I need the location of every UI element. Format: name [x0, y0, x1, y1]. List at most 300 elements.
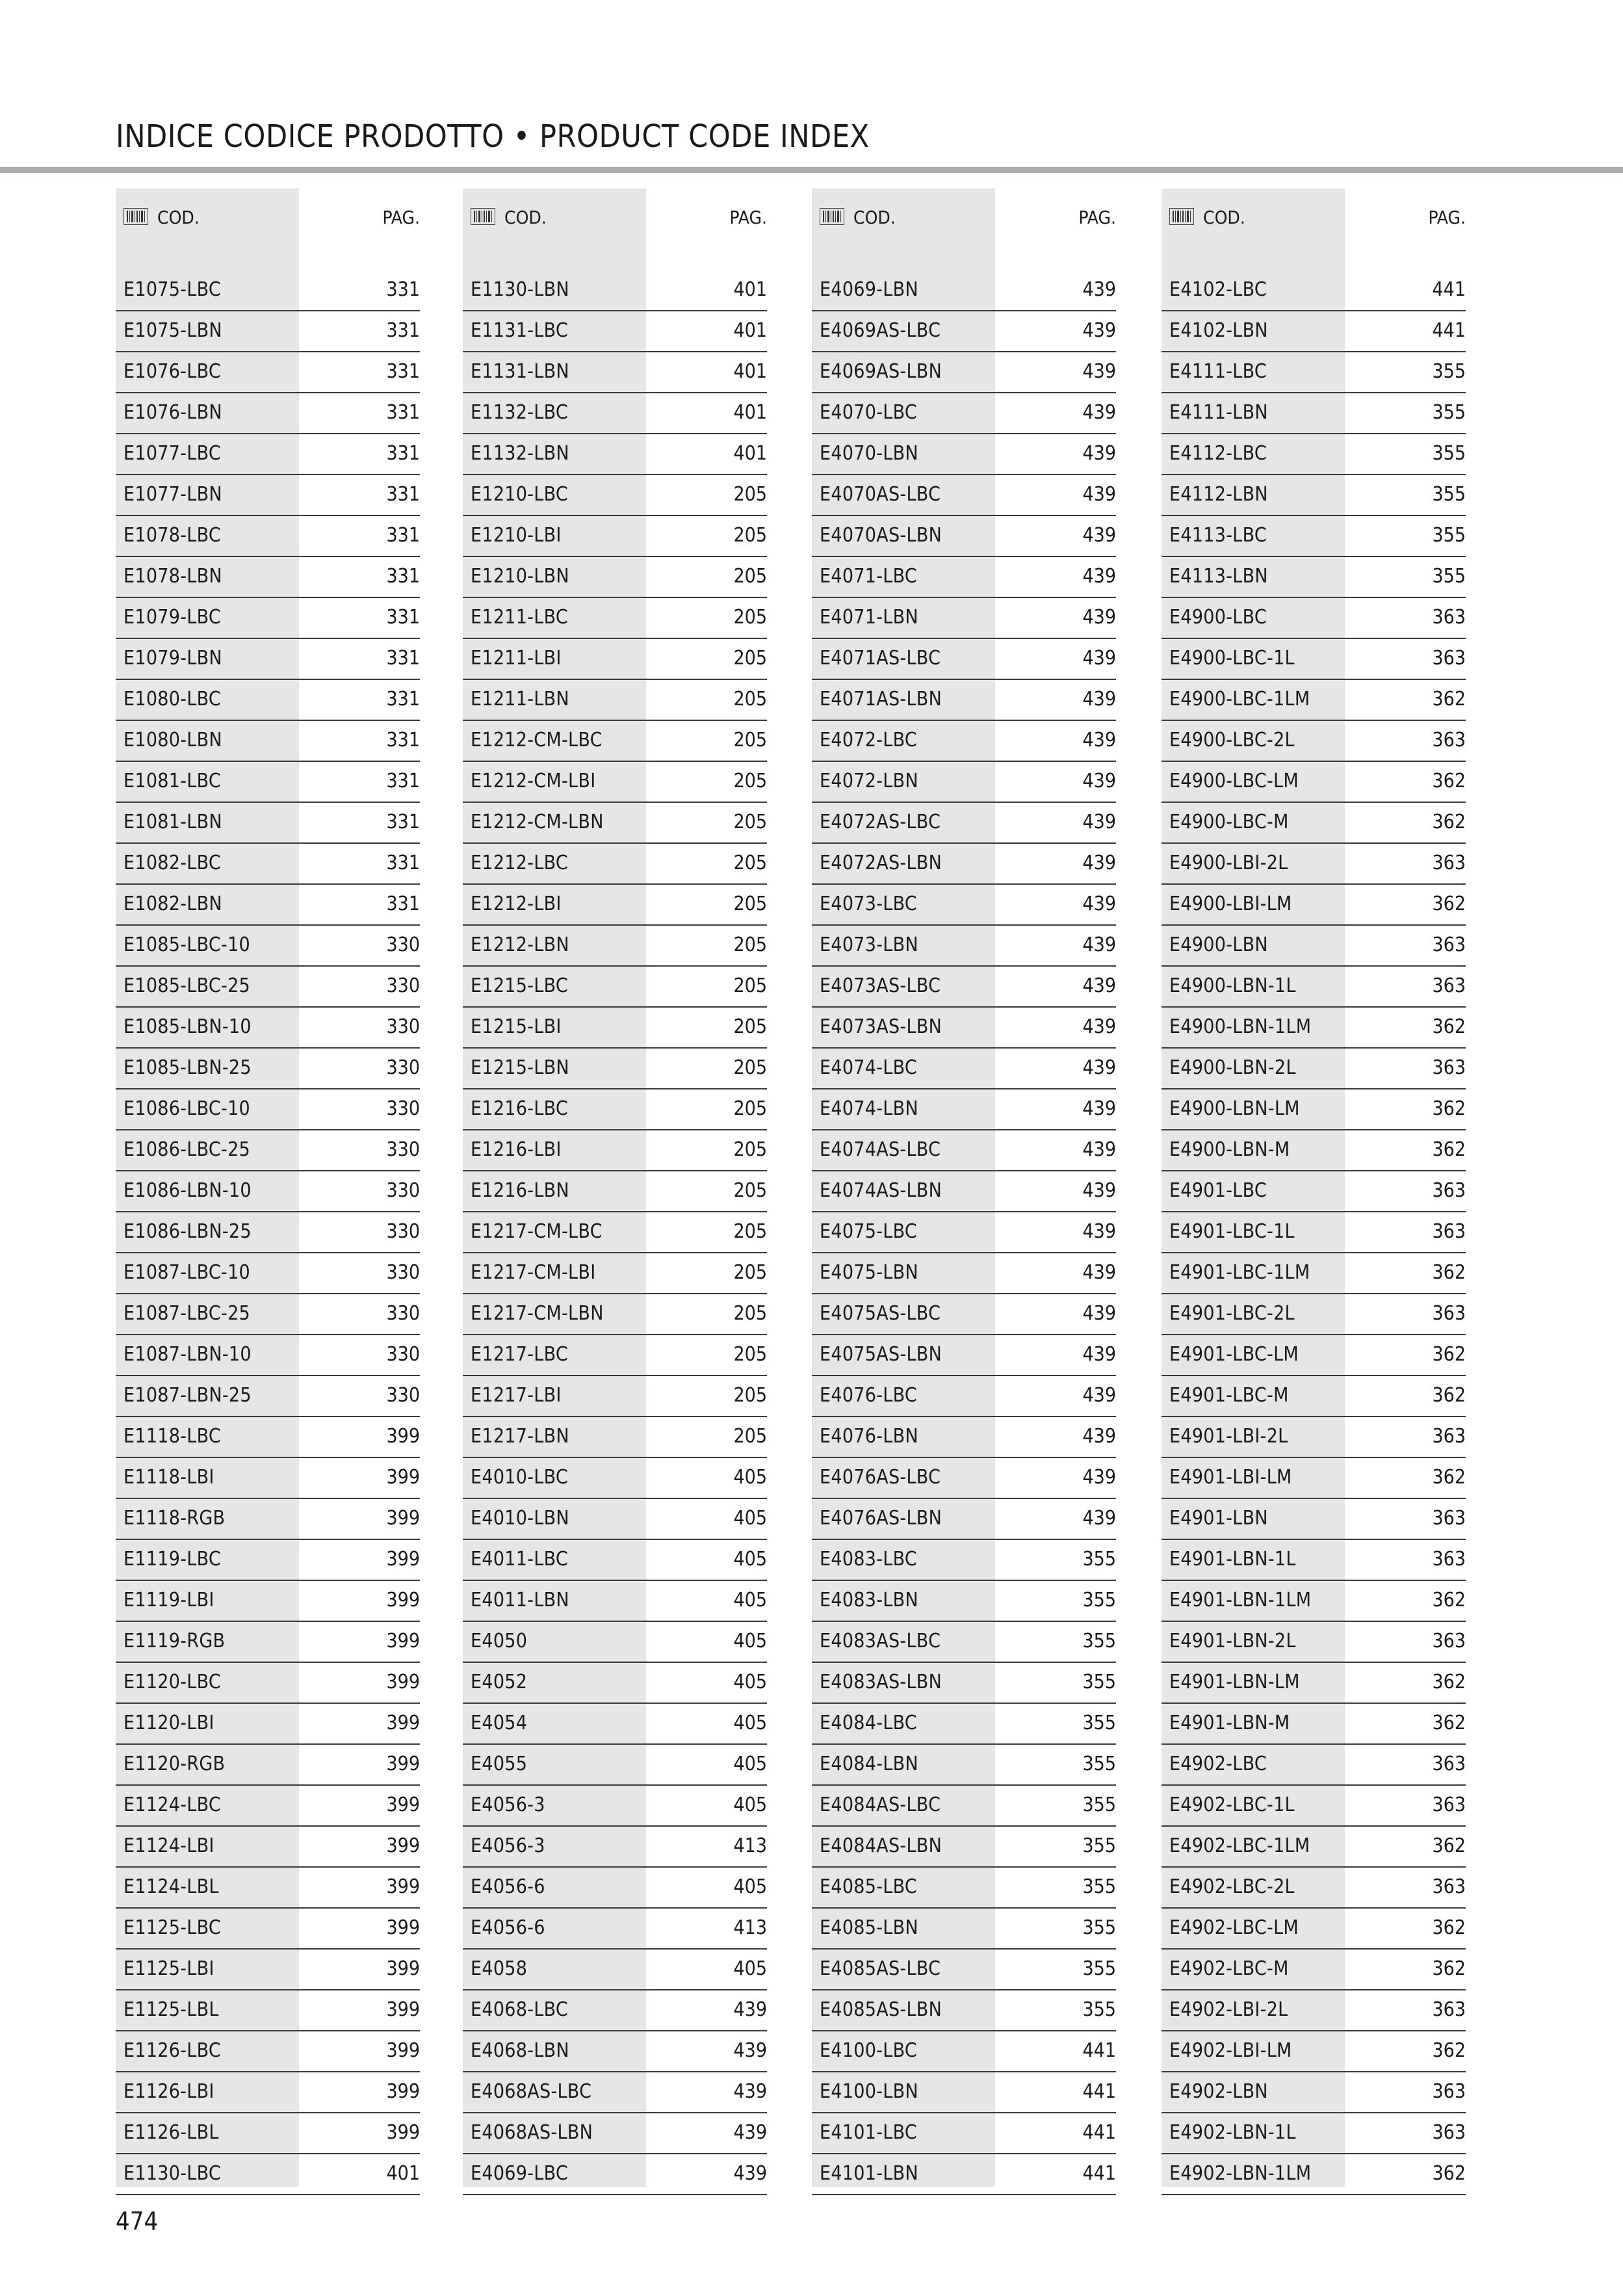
product-code: E1217-LBN: [471, 1425, 569, 1448]
product-code: E4902-LBC-1LM: [1169, 1834, 1310, 1857]
page-ref: 355: [1082, 1834, 1116, 1857]
table-row: [812, 1786, 1116, 1827]
product-code: E4901-LBC: [1169, 1179, 1267, 1202]
page-ref: 401: [733, 360, 767, 383]
table-row: [463, 1827, 767, 1868]
page-ref: 330: [386, 1384, 420, 1407]
table-row: [1162, 1335, 1466, 1376]
page-ref: 439: [1082, 770, 1116, 792]
product-code: E4071AS-LBC: [820, 647, 941, 670]
product-code: E1215-LBC: [471, 974, 569, 997]
product-code: E4054: [471, 1712, 528, 1734]
table-row: [463, 1950, 767, 1990]
page-ref: 439: [733, 2121, 767, 2144]
table-row: [1162, 926, 1466, 967]
product-code: E4070-LBC: [820, 401, 918, 424]
table-row: [812, 1745, 1116, 1786]
table-row: [812, 1376, 1116, 1417]
page-ref: 401: [733, 401, 767, 424]
index-rows: [812, 270, 1116, 2195]
product-code: E4070AS-LBN: [820, 524, 942, 547]
page-ref: 330: [386, 1015, 420, 1038]
page-ref: 439: [733, 1998, 767, 2021]
product-code: E4902-LBC-LM: [1169, 1916, 1299, 1939]
page-ref: 362: [1432, 1712, 1466, 1734]
product-code: E4070-LBN: [820, 442, 918, 465]
table-row: [116, 885, 420, 926]
page-title: INDICE CODICE PRODOTTO • PRODUCT CODE INDEX: [116, 118, 870, 155]
table-row: [116, 1253, 420, 1294]
page-ref: 205: [733, 606, 767, 629]
page-ref: 439: [1082, 1343, 1116, 1366]
page-ref: 331: [386, 565, 420, 588]
product-code: E4070AS-LBC: [820, 483, 941, 506]
page-number: 474: [116, 2207, 159, 2236]
page-ref: 363: [1432, 1875, 1466, 1898]
product-code: E1217-CM-LBI: [471, 1261, 596, 1284]
table-row: [812, 1950, 1116, 1990]
product-code: E1078-LBN: [123, 565, 222, 588]
page-ref: 439: [1082, 1507, 1116, 1530]
table-row: [1162, 967, 1466, 1008]
page-ref: 205: [733, 974, 767, 997]
page-ref: 441: [1432, 278, 1466, 301]
product-code: E4085-LBC: [820, 1875, 918, 1898]
page-ref: 363: [1432, 1056, 1466, 1079]
table-row: [812, 2031, 1116, 2072]
product-code: E4069AS-LBC: [820, 319, 941, 342]
page-ref: 399: [386, 1916, 420, 1939]
pag-header-label: PAG.: [1078, 207, 1116, 228]
barcode-icon: [820, 208, 844, 225]
barcode-icon: [123, 208, 148, 225]
product-code: E4056-3: [471, 1794, 545, 1816]
table-row: [812, 1212, 1116, 1253]
page-ref: 331: [386, 442, 420, 465]
page-ref: 330: [386, 933, 420, 956]
product-code: E1132-LBC: [471, 401, 569, 424]
table-row: [812, 1008, 1116, 1049]
product-code: E1124-LBC: [123, 1794, 222, 1816]
page-ref: 362: [1432, 2039, 1466, 2062]
product-code: E4902-LBN-1L: [1169, 2121, 1296, 2144]
product-code: E4900-LBC-2L: [1169, 729, 1295, 751]
page-ref: 439: [1082, 442, 1116, 465]
table-row: [1162, 639, 1466, 680]
table-row: [1162, 2113, 1466, 2154]
page-ref: 363: [1432, 729, 1466, 751]
table-row: [1162, 2031, 1466, 2072]
pag-header-label: PAG.: [382, 207, 420, 228]
product-code: E1217-LBC: [471, 1343, 569, 1366]
table-row: [1162, 311, 1466, 352]
page-ref: 362: [1432, 811, 1466, 833]
page-ref: 363: [1432, 1630, 1466, 1652]
table-row: [812, 352, 1116, 393]
table-row: [463, 311, 767, 352]
product-code: E4900-LBC-M: [1169, 811, 1289, 833]
product-code: E1087-LBC-10: [123, 1261, 251, 1284]
page-ref: 330: [386, 974, 420, 997]
product-code: E4900-LBN-1LM: [1169, 1015, 1312, 1038]
page-ref: 439: [1082, 1425, 1116, 1448]
page-ref: 362: [1432, 688, 1466, 711]
product-code: E4052: [471, 1671, 528, 1693]
page-ref: 439: [1082, 360, 1116, 383]
table-row: [116, 1909, 420, 1950]
product-code: E1118-LBI: [123, 1466, 214, 1489]
product-code: E1210-LBN: [471, 565, 569, 588]
table-row: [463, 1294, 767, 1335]
page-ref: 330: [386, 1097, 420, 1120]
table-row: [1162, 1868, 1466, 1909]
product-code: E1079-LBC: [123, 606, 222, 629]
table-row: [1162, 2072, 1466, 2113]
table-row: [463, 680, 767, 721]
page-ref: 331: [386, 770, 420, 792]
product-code: E1075-LBN: [123, 319, 222, 342]
product-code: E4111-LBC: [1169, 360, 1267, 383]
product-code: E4075AS-LBC: [820, 1302, 941, 1325]
product-code: E4900-LBI-LM: [1169, 893, 1292, 915]
page-ref: 205: [733, 1138, 767, 1161]
page-ref: 363: [1432, 974, 1466, 997]
table-row: [463, 1581, 767, 1622]
product-code: E1210-LBC: [471, 483, 569, 506]
table-row: [463, 1376, 767, 1417]
page-ref: 439: [1082, 1015, 1116, 1038]
table-row: [1162, 1049, 1466, 1089]
page-ref: 399: [386, 1671, 420, 1693]
page-ref: 401: [386, 2162, 420, 2185]
table-row: [463, 1253, 767, 1294]
product-code: E1212-CM-LBC: [471, 729, 603, 751]
table-row: [1162, 1212, 1466, 1253]
table-row: [116, 1335, 420, 1376]
product-code: E1082-LBC: [123, 852, 222, 874]
page-ref: 401: [733, 278, 767, 301]
table-row: [116, 1663, 420, 1704]
page-ref: 405: [733, 1630, 767, 1652]
product-code: E4900-LBN-M: [1169, 1138, 1290, 1161]
column-header: [463, 189, 767, 247]
table-row: [812, 1049, 1116, 1089]
table-row: [463, 1049, 767, 1089]
product-code: E4069-LBC: [471, 2162, 569, 2185]
product-code: E4068-LBC: [471, 1998, 569, 2021]
table-row: [812, 803, 1116, 844]
product-code: E1217-CM-LBC: [471, 1220, 603, 1243]
product-code: E4073-LBN: [820, 933, 918, 956]
table-row: [116, 1704, 420, 1745]
page-ref: 399: [386, 1425, 420, 1448]
product-code: E4085-LBN: [820, 1916, 918, 1939]
index-column-3: [812, 189, 1116, 2187]
table-row: [116, 680, 420, 721]
product-code: E4902-LBI-LM: [1169, 2039, 1292, 2062]
product-code: E1119-RGB: [123, 1630, 226, 1652]
product-code: E4075-LBC: [820, 1220, 918, 1243]
table-row: [812, 762, 1116, 803]
table-row: [463, 1704, 767, 1745]
product-code: E4101-LBN: [820, 2162, 918, 2185]
product-code: E4902-LBC-2L: [1169, 1875, 1295, 1898]
page-ref: 362: [1432, 1384, 1466, 1407]
product-code: E4085AS-LBC: [820, 1957, 941, 1980]
index-rows: [463, 270, 767, 2195]
table-row: [1162, 1417, 1466, 1458]
page-ref: 399: [386, 1630, 420, 1652]
product-code: E4074-LBN: [820, 1097, 918, 1120]
product-code: E4056-6: [471, 1875, 545, 1898]
table-row: [1162, 1622, 1466, 1663]
page-ref: 355: [1432, 483, 1466, 506]
product-code: E1212-LBC: [471, 852, 569, 874]
table-row: [1162, 393, 1466, 434]
table-row: [1162, 1458, 1466, 1499]
table-row: [812, 639, 1116, 680]
page-ref: 362: [1432, 2162, 1466, 2185]
product-code: E4076AS-LBN: [820, 1507, 942, 1530]
table-row: [463, 967, 767, 1008]
product-code: E4071-LBC: [820, 565, 918, 588]
page-ref: 441: [1082, 2162, 1116, 2185]
product-code: E4901-LBC-2L: [1169, 1302, 1295, 1325]
product-code: E1085-LBC-10: [123, 933, 251, 956]
page-ref: 363: [1432, 1794, 1466, 1816]
product-code: E4074AS-LBN: [820, 1179, 942, 1202]
product-code: E4901-LBN-M: [1169, 1712, 1290, 1734]
table-row: [116, 1458, 420, 1499]
page-ref: 439: [1082, 1466, 1116, 1489]
product-code: E4083AS-LBN: [820, 1671, 942, 1693]
table-row: [116, 557, 420, 598]
page-ref: 363: [1432, 1548, 1466, 1571]
product-code: E1211-LBI: [471, 647, 562, 670]
product-code: E4074AS-LBC: [820, 1138, 941, 1161]
product-code: E1085-LBN-25: [123, 1056, 252, 1079]
page-ref: 362: [1432, 1957, 1466, 1980]
page-ref: 355: [1082, 1548, 1116, 1571]
page-ref: 362: [1432, 1015, 1466, 1038]
product-code: E4900-LBC: [1169, 606, 1267, 629]
page-ref: 330: [386, 1056, 420, 1079]
table-row: [116, 721, 420, 762]
page-ref: 439: [1082, 1056, 1116, 1079]
product-code: E1131-LBN: [471, 360, 569, 383]
page-ref: 439: [1082, 852, 1116, 874]
product-code: E1125-LBI: [123, 1957, 214, 1980]
index-column-2: [463, 189, 767, 2187]
product-code: E1217-LBI: [471, 1384, 562, 1407]
product-code: E4901-LBC-1L: [1169, 1220, 1295, 1243]
page-ref: 205: [733, 1425, 767, 1448]
table-row: [463, 1130, 767, 1171]
page-ref: 331: [386, 319, 420, 342]
table-row: [812, 1622, 1116, 1663]
table-row: [1162, 1130, 1466, 1171]
page-ref: 363: [1432, 1425, 1466, 1448]
page-ref: 355: [1432, 401, 1466, 424]
table-row: [116, 1171, 420, 1212]
page-ref: 405: [733, 1794, 767, 1816]
product-code: E4072-LBC: [820, 729, 918, 751]
table-row: [116, 844, 420, 885]
table-row: [463, 352, 767, 393]
page-ref: 355: [1432, 360, 1466, 383]
column-header: [1162, 189, 1466, 247]
product-code: E1126-LBI: [123, 2080, 214, 2103]
page-ref: 355: [1432, 565, 1466, 588]
product-code: E4900-LBC-1L: [1169, 647, 1295, 670]
table-row: [463, 1663, 767, 1704]
product-code: E4010-LBC: [471, 1466, 569, 1489]
page-ref: 363: [1432, 2080, 1466, 2103]
product-code: E1077-LBC: [123, 442, 222, 465]
product-code: E1120-LBC: [123, 1671, 222, 1693]
table-row: [1162, 475, 1466, 516]
table-row: [116, 270, 420, 311]
table-row: [463, 1212, 767, 1253]
table-row: [1162, 1008, 1466, 1049]
page-ref: 330: [386, 1261, 420, 1284]
table-row: [1162, 598, 1466, 639]
table-row: [463, 1786, 767, 1827]
table-row: [116, 2154, 420, 2195]
product-code: E1086-LBN-10: [123, 1179, 252, 1202]
table-row: [812, 2072, 1116, 2113]
product-code: E1124-LBI: [123, 1834, 214, 1857]
page-ref: 355: [1082, 1916, 1116, 1939]
page-ref: 441: [1082, 2039, 1116, 2062]
table-row: [812, 1089, 1116, 1130]
table-row: [463, 885, 767, 926]
product-code: E4901-LBN-2L: [1169, 1630, 1296, 1652]
table-row: [463, 1745, 767, 1786]
product-code: E4076-LBN: [820, 1425, 918, 1448]
product-code: E1125-LBC: [123, 1916, 222, 1939]
product-code: E1087-LBN-25: [123, 1384, 252, 1407]
table-row: [1162, 1704, 1466, 1745]
page-ref: 439: [1082, 483, 1116, 506]
product-code: E4902-LBC: [1169, 1753, 1267, 1775]
table-row: [116, 1990, 420, 2031]
table-row: [812, 475, 1116, 516]
product-code: E4900-LBC-1LM: [1169, 688, 1310, 711]
table-row: [463, 598, 767, 639]
product-code: E1216-LBC: [471, 1097, 569, 1120]
table-row: [116, 1581, 420, 1622]
table-row: [463, 926, 767, 967]
page-ref: 362: [1432, 1343, 1466, 1366]
table-row: [1162, 1171, 1466, 1212]
table-row: [1162, 1950, 1466, 1990]
product-code: E4902-LBN: [1169, 2080, 1268, 2103]
product-code: E1086-LBC-10: [123, 1097, 251, 1120]
page-ref: 331: [386, 483, 420, 506]
page-ref: 399: [386, 1998, 420, 2021]
table-row: [812, 1990, 1116, 2031]
table-row: [116, 516, 420, 557]
page-ref: 439: [1082, 1138, 1116, 1161]
table-row: [463, 721, 767, 762]
page-ref: 363: [1432, 933, 1466, 956]
product-code: E4102-LBC: [1169, 278, 1267, 301]
table-row: [812, 557, 1116, 598]
page-ref: 205: [733, 770, 767, 792]
table-row: [463, 1089, 767, 1130]
table-row: [116, 1786, 420, 1827]
page-ref: 399: [386, 1589, 420, 1611]
product-code: E4058: [471, 1957, 528, 1980]
page-ref: 205: [733, 1261, 767, 1284]
pag-header-label: PAG.: [1428, 207, 1466, 228]
page-ref: 399: [386, 1548, 420, 1571]
product-code: E4084AS-LBN: [820, 1834, 942, 1857]
page-ref: 362: [1432, 1097, 1466, 1120]
table-row: [1162, 557, 1466, 598]
product-code: E4084AS-LBC: [820, 1794, 941, 1816]
table-row: [463, 434, 767, 475]
page-ref: 405: [733, 1875, 767, 1898]
page-ref: 439: [1082, 1384, 1116, 1407]
table-row: [116, 1008, 420, 1049]
page-ref: 205: [733, 1302, 767, 1325]
page-ref: 205: [733, 1097, 767, 1120]
cod-header-label: COD.: [157, 207, 200, 228]
table-row: [116, 2031, 420, 2072]
table-row: [463, 1990, 767, 2031]
column-header: [812, 189, 1116, 247]
table-row: [812, 885, 1116, 926]
table-row: [116, 803, 420, 844]
page-ref: 439: [733, 2039, 767, 2062]
product-code: E4901-LBN-1L: [1169, 1548, 1296, 1571]
page-ref: 363: [1432, 1998, 1466, 2021]
table-row: [463, 393, 767, 434]
product-code: E4075-LBN: [820, 1261, 918, 1284]
page-ref: 355: [1082, 1712, 1116, 1734]
table-row: [463, 1909, 767, 1950]
table-row: [463, 1335, 767, 1376]
product-code: E4113-LBC: [1169, 524, 1267, 547]
table-row: [1162, 680, 1466, 721]
page-ref: 362: [1432, 1834, 1466, 1857]
page-ref: 362: [1432, 1261, 1466, 1284]
table-row: [812, 926, 1116, 967]
table-row: [1162, 1990, 1466, 2031]
page-ref: 330: [386, 1302, 420, 1325]
product-code: E4069AS-LBN: [820, 360, 942, 383]
page-ref: 362: [1432, 1916, 1466, 1939]
page-ref: 399: [386, 2121, 420, 2144]
page-ref: 330: [386, 1138, 420, 1161]
product-code: E1120-LBI: [123, 1712, 214, 1734]
page-ref: 439: [1082, 974, 1116, 997]
page-ref: 405: [733, 1507, 767, 1530]
page-ref: 439: [1082, 1261, 1116, 1284]
page-ref: 355: [1082, 1875, 1116, 1898]
table-row: [463, 639, 767, 680]
product-code: E1210-LBI: [471, 524, 562, 547]
page-ref: 355: [1432, 524, 1466, 547]
page-ref: 205: [733, 1220, 767, 1243]
product-code: E4900-LBN-1L: [1169, 974, 1296, 997]
table-row: [812, 844, 1116, 885]
table-row: [463, 1540, 767, 1581]
page-ref: 413: [733, 1834, 767, 1857]
product-code: E4900-LBN: [1169, 933, 1268, 956]
